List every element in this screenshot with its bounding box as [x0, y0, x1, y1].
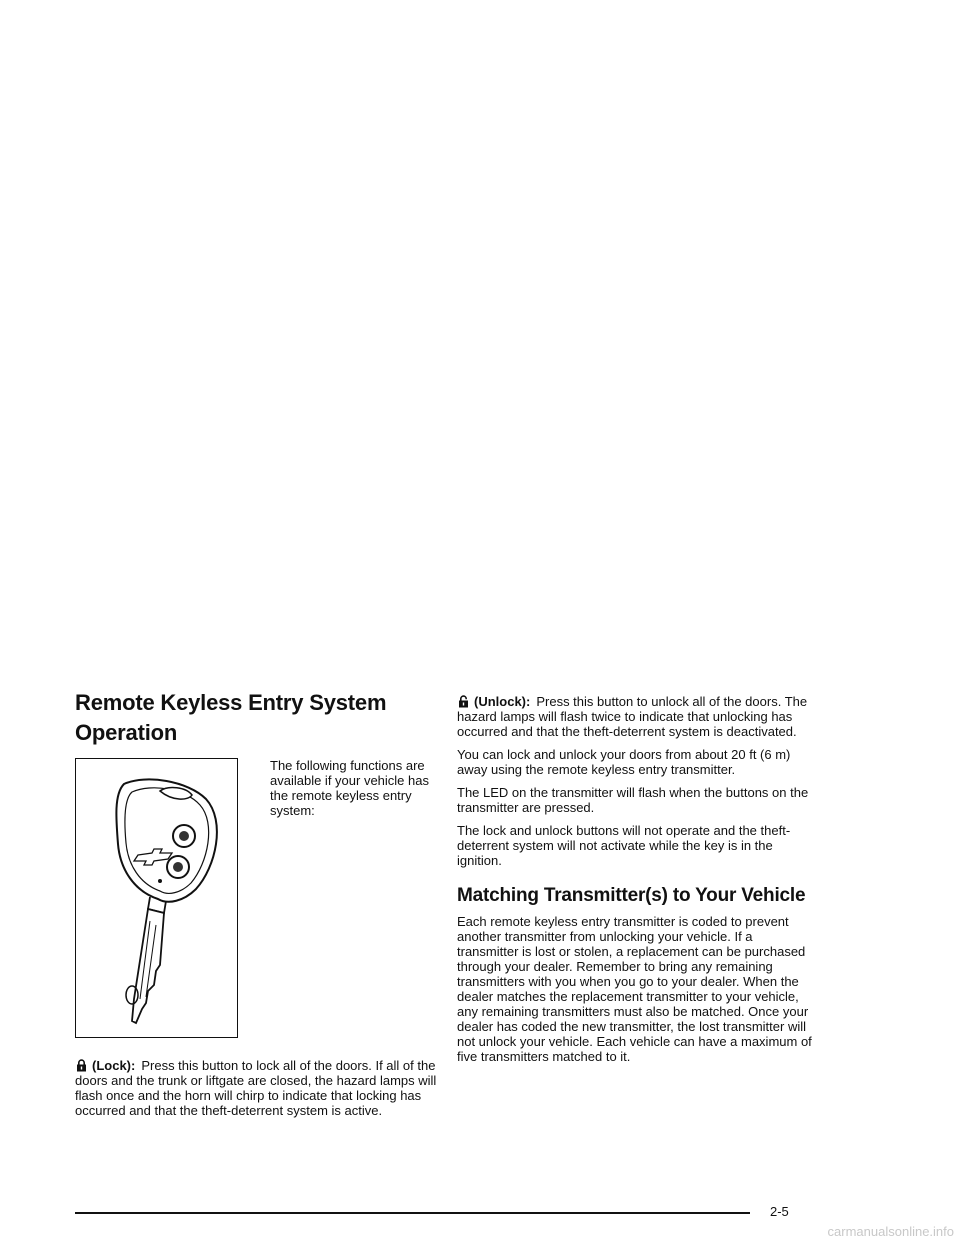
- section-heading-matching: Matching Transmitter(s) to Your Vehicle: [457, 885, 806, 906]
- section-heading-remote-keyless: Remote Keyless Entry System Operation: [75, 690, 387, 745]
- led-paragraph: The LED on the transmitter will flash when the buttons on the transmitter are pressed.: [457, 785, 809, 815]
- key-fob-illustration: [75, 758, 238, 1038]
- range-paragraph: You can lock and unlock your doors from about 20 ft (6 m) away using the remote keyless entry transmitter.: [457, 747, 791, 777]
- figure-row: [75, 758, 437, 1058]
- watermark: carmanualsonline.info: [827, 1224, 954, 1239]
- lock-text: Press this button to lock all of the doors. If all of the doors and the trunk or liftgate are closed, the hazard lamps will flash once and the horn will chirp to indicate that locking has occurred and that the theft-deterrent system is active.: [75, 1058, 437, 1118]
- unlock-label: (Unlock):: [474, 694, 531, 709]
- lock-label: (Lock):: [92, 1058, 136, 1073]
- matching-paragraph: Each remote keyless entry transmitter is coded to prevent another transmitter from unlocking your vehicle. If a transmitter is lost or stolen, a replacement can be purchased through your dealer. Remember to bring any remaining transmitters with you when you go to your dealer. When the dealer matches the replacement transmitter to your vehicle, any remaining transmitters must also be matched. Once your dealer has coded the new transmitter, the lost transmitter will not unlock your vehicle. Each vehicle can have a maximum of five transmitters matched to it.: [457, 914, 812, 1064]
- ignition-paragraph: The lock and unlock buttons will not operate and the theft-deterrent system will not activate while the key is in the ignition.: [457, 823, 791, 868]
- intro-text: The following functions are available if your vehicle has the remote keyless entry system:: [270, 758, 429, 818]
- right-column: [457, 694, 815, 1072]
- page-number: 2-5: [770, 1204, 789, 1219]
- left-column: [75, 688, 437, 1126]
- unlock-text: Press this button to unlock all of the doors. The hazard lamps will flash twice to indicate that unlocking has occurred and that the theft-deterrent system is deactivated.: [457, 694, 808, 739]
- unlock-paragraph: [457, 694, 815, 739]
- key-fob-icon: [76, 759, 236, 1036]
- footer-rule: [75, 1212, 750, 1214]
- unlock-icon: [457, 695, 470, 708]
- lock-icon: [75, 1059, 88, 1072]
- lock-paragraph: [75, 1058, 437, 1118]
